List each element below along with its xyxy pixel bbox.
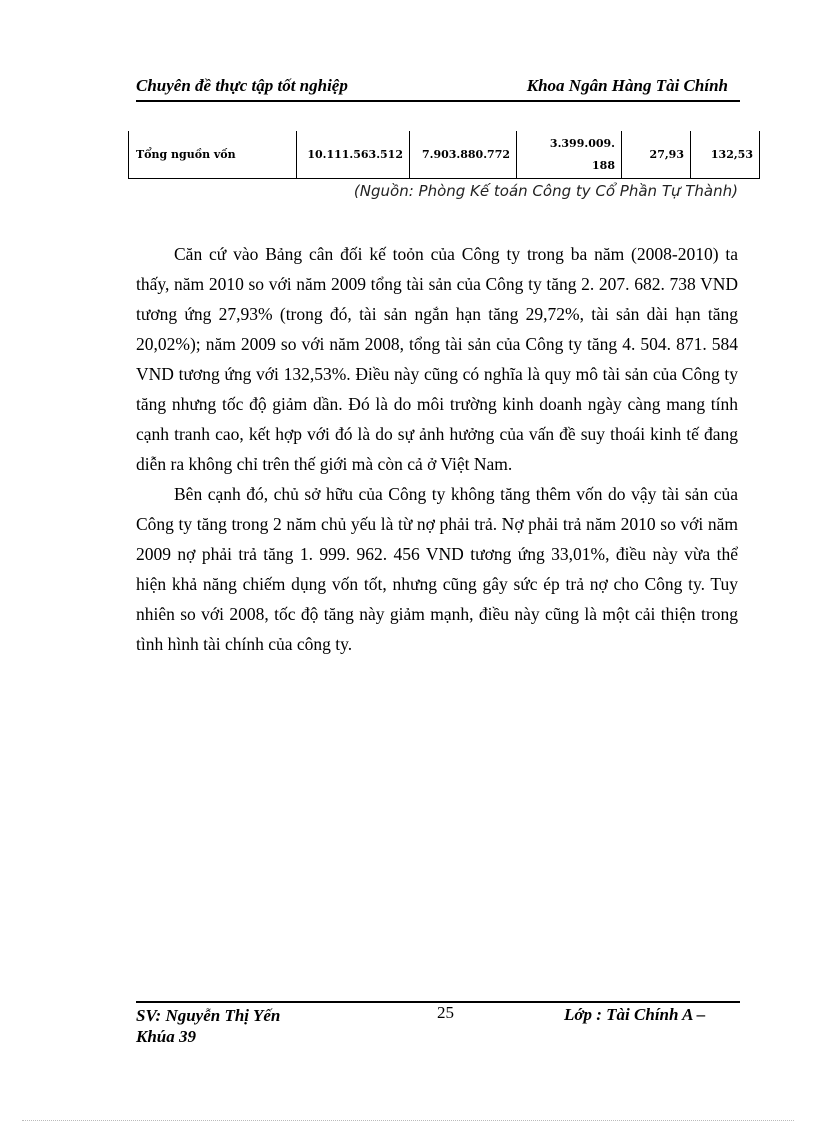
student-cohort: Khúa 39: [136, 1027, 196, 1046]
table-source-note: (Nguồn: Phòng Kế toán Công ty Cổ Phần Tự Thành): [353, 182, 738, 200]
table-cell-label: Tổng nguồn vốn: [129, 131, 297, 179]
table-cell-2009: 7.903.880.772: [410, 131, 517, 179]
capital-table: [128, 131, 760, 179]
table-cell-pct-2: 132,53: [691, 131, 760, 179]
header-title-right: Khoa Ngân Hàng Tài Chính: [526, 76, 728, 95]
table-cell-2010: 10.111.563.512: [297, 131, 410, 179]
page-number: 25: [437, 1003, 454, 1022]
page-bottom-dotted-line: [22, 1120, 794, 1121]
body-text: [136, 239, 738, 659]
table-cell-pct-1: 27,93: [622, 131, 691, 179]
page-header: [136, 74, 740, 102]
table-row: [129, 131, 760, 179]
footer-student: [136, 1005, 280, 1047]
paragraph-2: Bên cạnh đó, chủ sở hữu của Công ty không tăng thêm vốn do vậy tài sản của Công ty tăng trong 2 năm chủ yếu là từ nợ phải trả. Nợ phải trả năm 2010 so với năm 2009 nợ phải trả tăng 1. 999. 962. 456 VND tương ứng 33,01%, điều này vừa thể hiện khả năng chiếm dụng vốn tốt, nhưng cũng gây sức ép trả nợ cho Công ty. Tuy nhiên so với 2008, tốc độ tăng này giảm mạnh, điều này cũng là một cải thiện trong tình hình tài chính của công ty.: [136, 484, 738, 654]
change-value-part2: 188: [592, 158, 615, 172]
header-title-left: Chuyên đề thực tập tốt nghiệp: [136, 76, 348, 95]
change-value-part1: 3.399.009.: [549, 136, 615, 150]
paragraph-1: Căn cứ vào Bảng cân đối kế toỏn của Công ty trong ba năm (2008-2010) ta thấy, năm 2010 so với năm 2009 tổng tài sản của Công ty tăng 2. 207. 682. 738 VND tương ứng 27,93% (trong đó, tài sản ngắn hạn tăng 29,72%, tài sản dài hạn tăng 20,02%); năm 2009 so với năm 2008, tổng tài sản của Công ty tăng 4. 504. 871. 584 VND tương ứng với 132,53%. Điều này cũng có nghĩa là quy mô tài sản của Công ty tăng nhưng tốc độ giảm dần. Đó là do môi trường kinh doanh ngày càng mang tính cạnh tranh cao, kết hợp với đó là do sự ảnh hưởng của vấn đề suy thoái kinh tế đang diễn ra không chỉ trên thế giới mà còn cả ở Việt Nam.: [136, 244, 738, 474]
student-name: SV: Nguyễn Thị Yến: [136, 1006, 281, 1025]
footer-class: Lớp : Tài Chính A –: [564, 1005, 706, 1024]
table-cell-change: [517, 131, 622, 179]
